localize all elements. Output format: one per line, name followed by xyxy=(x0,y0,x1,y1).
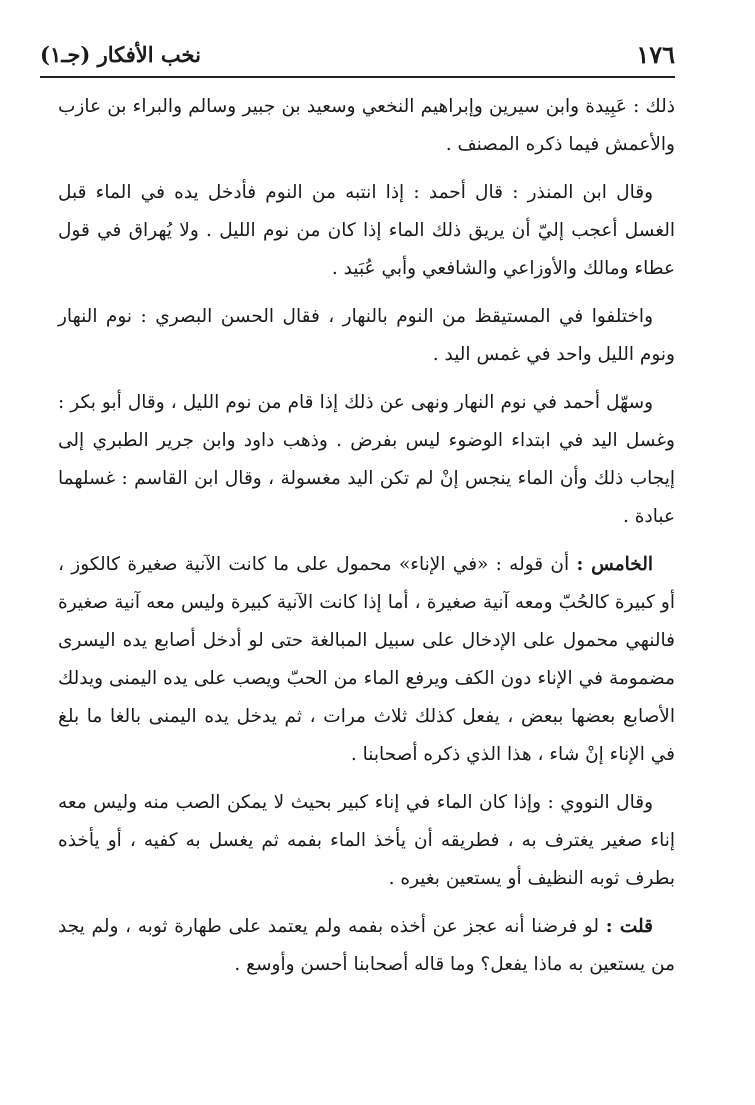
paragraph-text: وقال النووي : وإذا كان الماء في إناء كبير بحيث لا يمكن الصب منه وليس معه إناء صغير يغترف به ، فطريقه أن يأخذ الماء بفمه ثم يغسل به كفيه ، أو يأخذه بطرف ثوبه النظيف أو يستعين بغيره . xyxy=(58,792,675,889)
paragraph-lead: قلت : xyxy=(605,916,653,937)
paragraph-6 xyxy=(58,784,675,898)
paragraph-text: أن قوله : «في الإناء» محمول على ما كانت الآنية صغيرة كالكوز ، أو كبيرة كالحُبّ ومعه آنية صغيرة ، أما إذا كانت الآنية كبيرة وليس معه آنية صغيرة فالنهي محمول على الإدخال على سبيل المبالغة حتى لو أدخل أصابع يده اليسرى مضمومة في الإناء دون الكف ويرفع الماء من الحبّ ويصب على يده اليمنى ويدلك الأصابع بعضها ببعض ، يفعل كذلك ثلاث مرات ، ثم يدخل يده اليمنى بالغا ما بلغ في الإناء إنْ شاء ، هذا الذي ذكره أصحابنا . xyxy=(58,554,675,765)
page-header xyxy=(40,36,675,72)
page-number: ١٧٦ xyxy=(636,39,675,69)
paragraph-2 xyxy=(58,174,675,288)
paragraph-text: وقال ابن المنذر : قال أحمد : إذا انتبه من النوم فأدخل يده في الماء قبل الغسل أعجب إليّ أن يريق ذلك الماء إذا كان من نوم الليل . ولا يُهراق في قول عطاء ومالك والأوزاعي والشافعي وأبي عُبَيد . xyxy=(58,182,675,279)
paragraph-text: وسهّل أحمد في نوم النهار ونهى عن ذلك إذا قام من نوم الليل ، وقال أبو بكر : وغسل اليد في ابتداء الوضوء ليس بفرض . وذهب داود وابن جرير الطبري إلى إيجاب ذلك وأن الماء ينجس إنْ لم تكن اليد مغسولة ، وقال ابن القاسم : غسلهما عبادة . xyxy=(58,392,675,527)
paragraph-4 xyxy=(58,384,675,536)
paragraph-lead: الخامس : xyxy=(576,554,653,575)
paragraph-text: لو فرضنا أنه عجز عن أخذه بفمه ولم يعتمد على طهارة ثوبه ، ولم يجد من يستعين به ماذا يفعل؟ وما قاله أصحابنا أحسن وأوسع . xyxy=(58,916,675,975)
running-title: نخب الأفكار (جـ١) xyxy=(40,41,201,67)
paragraph-text: ذلك : عَبِيدة وابن سيرين وإبراهيم النخعي وسعيد بن جبير وسالم والبراء بن عازب والأعمش فيما ذكره المصنف . xyxy=(58,96,675,155)
paragraph-1 xyxy=(58,88,675,164)
paragraph-5 xyxy=(58,546,675,774)
paragraph-7 xyxy=(58,908,675,984)
paragraph-text: واختلفوا في المستيقظ من النوم بالنهار ، فقال الحسن البصري : نوم النهار ونوم الليل واحد في غمس اليد . xyxy=(58,306,675,365)
header-rule xyxy=(40,76,675,78)
paragraph-3 xyxy=(58,298,675,374)
page-body xyxy=(58,88,675,994)
